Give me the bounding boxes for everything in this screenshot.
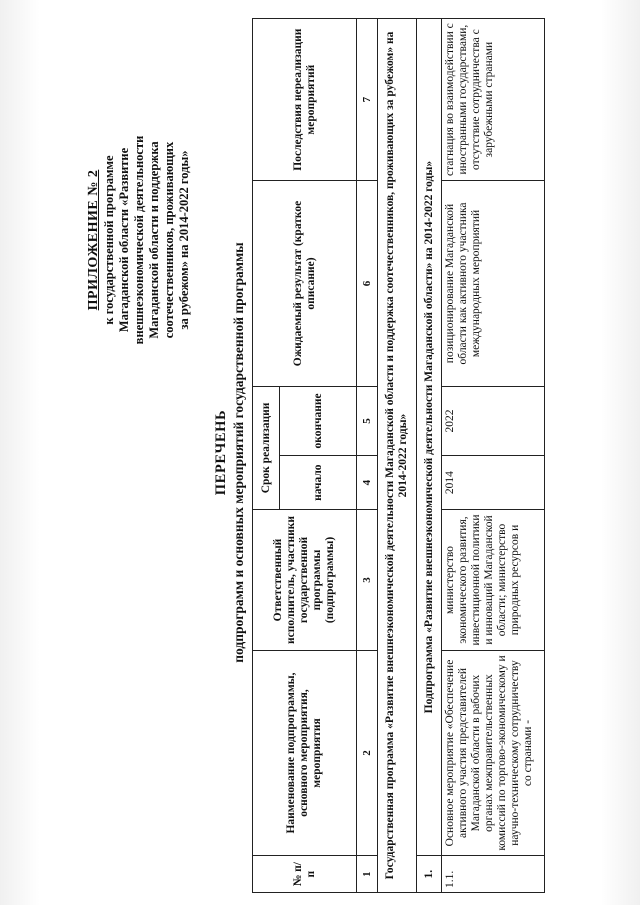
row-consequences: стагнация во взаимодействии с иностранными государствами, отсутствие сотрудничества с зарубежными странами bbox=[442, 19, 545, 181]
header-num: № п/п bbox=[253, 856, 357, 893]
column-number: 6 bbox=[357, 181, 378, 386]
appendix-line: Магаданской области «Развитие bbox=[117, 147, 131, 333]
appendix-heading: ПРИЛОЖЕНИЕ № 2 bbox=[86, 169, 101, 311]
column-number: 1 bbox=[357, 856, 378, 893]
appendix-line: к государственной программе bbox=[102, 155, 116, 325]
column-number: 4 bbox=[357, 456, 378, 510]
column-number: 5 bbox=[357, 386, 378, 455]
header-name: Наименование подпрограммы, основного мероприятия, мероприятия bbox=[253, 650, 357, 855]
column-number: 7 bbox=[357, 19, 378, 181]
header-result: Ожидаемый результат (краткое описание) bbox=[253, 181, 357, 386]
program-row: Государственная программа «Развитие внешнеэкономической деятельности Магаданской области и поддержка соотечественников, проживающих за рубежом» на 2014-2022 годы» bbox=[378, 19, 417, 893]
subprogram-num: 1. bbox=[417, 856, 442, 893]
appendix-line: внешнеэкономической деятельности bbox=[132, 135, 146, 345]
row-executor: министерство экономического развития, инвестиционной политики и инноваций Магаданской области; министерство природных ресурсов и bbox=[442, 510, 545, 651]
title-line-2: подпрограмм и основных мероприятий государственной программы bbox=[231, 242, 246, 663]
header-executor: Ответственный исполнитель, участники государственной программы (подпрограммы) bbox=[253, 510, 357, 651]
table-row bbox=[442, 19, 545, 893]
column-number: 3 bbox=[357, 510, 378, 651]
row-num: 1.1. bbox=[442, 856, 545, 893]
subprogram-title: Подпрограмма «Развитие внешнеэкономической деятельности Магаданской области» на 2014-2022 годы» bbox=[417, 19, 442, 856]
appendix-line: за рубежом» на 2014-2022 годы» bbox=[177, 150, 191, 330]
row-name: Основное мероприятие «Обеспечение активного участия представителей Магаданской области в рабочих органах межправительственных комиссий по торгово-экономическому и научно-техническому сотрудничеству со странами - bbox=[442, 650, 545, 855]
column-number: 2 bbox=[357, 650, 378, 855]
header-period: Срок реализации bbox=[253, 386, 280, 509]
header-consequences: Последствия нереализации мероприятий bbox=[253, 19, 357, 181]
row-start: 2014 bbox=[442, 456, 545, 510]
programs-table bbox=[252, 18, 545, 893]
row-end: 2022 bbox=[442, 386, 545, 455]
appendix-line: соотечественников, проживающих bbox=[162, 141, 176, 339]
header-start: начало bbox=[280, 456, 357, 510]
title-line-1: ПЕРЕЧЕНЬ bbox=[213, 409, 229, 496]
row-result: позиционирование Магаданской области как активного участника международных мероприятий bbox=[442, 181, 545, 386]
appendix-line: Магаданской области и поддержка bbox=[147, 141, 161, 339]
header-end: окончание bbox=[280, 386, 357, 455]
appendix-block bbox=[86, 60, 192, 420]
document-title bbox=[213, 40, 247, 865]
